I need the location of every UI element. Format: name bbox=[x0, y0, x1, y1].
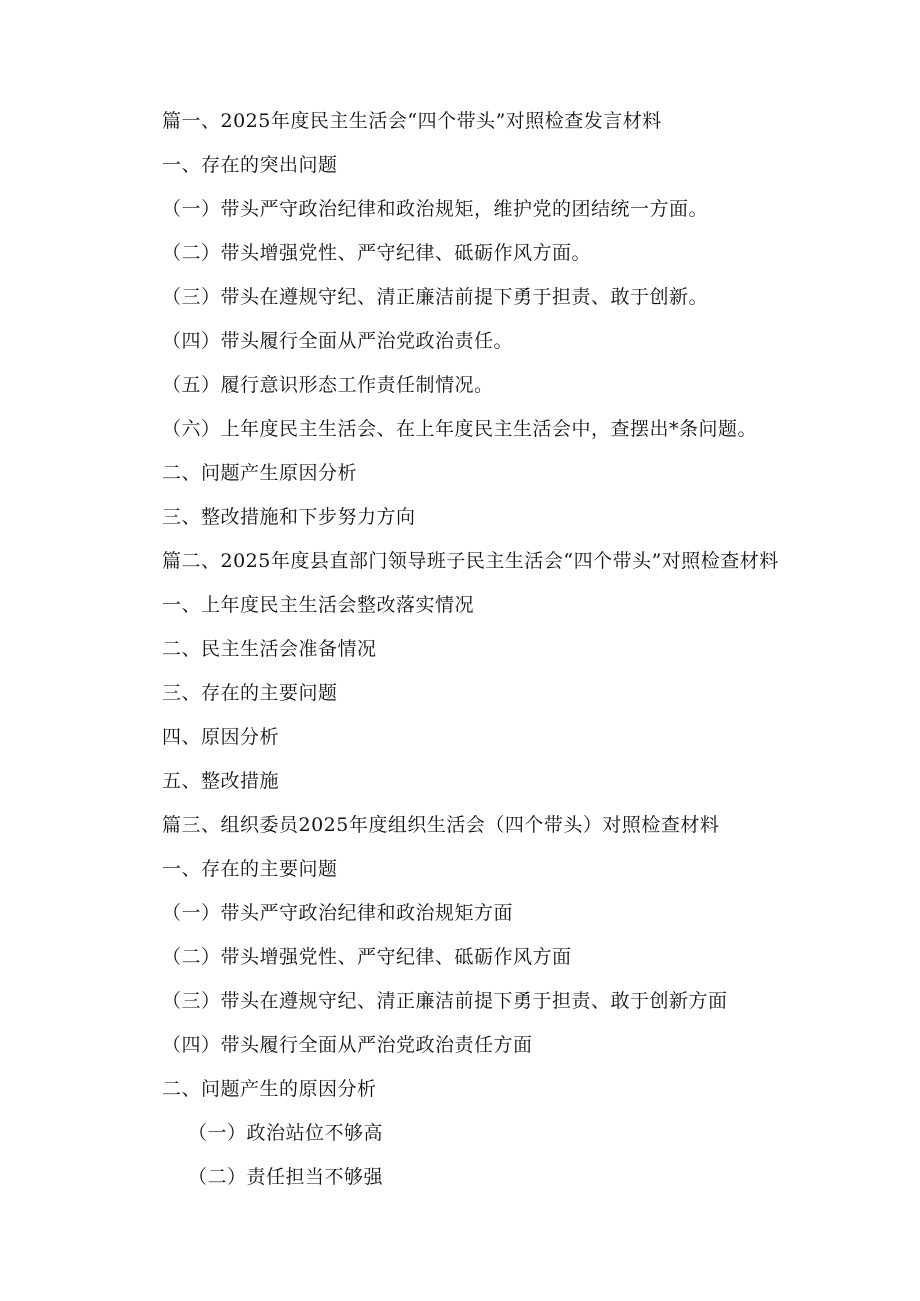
part1-section-2-heading: 二、问题产生原因分析 bbox=[162, 462, 358, 484]
part1-section-3-heading: 三、整改措施和下步努力方向 bbox=[162, 506, 416, 528]
part1-subsection-3: （三）带头在遵规守纪、清正廉洁前提下勇于担责、敢于创新。 bbox=[162, 286, 709, 308]
part3-cause-2: （二）责任担当不够强 bbox=[188, 1166, 384, 1188]
part3-subsection-2: （二）带头增强党性、严守纪律、砥砺作风方面 bbox=[162, 946, 572, 968]
part3-subsection-1: （一）带头严守政治纪律和政治规矩方面 bbox=[162, 902, 514, 924]
part3-title: 篇三、组织委员2025年度组织生活会（四个带头）对照检查材料 bbox=[162, 814, 720, 836]
part1-subsection-6: （六）上年度民主生活会、在上年度民主生活会中，查摆出*条问题。 bbox=[162, 418, 758, 440]
part3-section-2-heading: 二、问题产生的原因分析 bbox=[162, 1078, 377, 1100]
part1-subsection-2: （二）带头增强党性、严守纪律、砥砺作风方面。 bbox=[162, 242, 592, 264]
part1-subsection-4: （四）带头履行全面从严治党政治责任。 bbox=[162, 330, 514, 352]
part3-subsection-4: （四）带头履行全面从严治党政治责任方面 bbox=[162, 1034, 533, 1056]
part2-section-2-heading: 二、民主生活会准备情况 bbox=[162, 638, 377, 660]
part2-section-4-heading: 四、原因分析 bbox=[162, 726, 280, 748]
part3-section-1-heading: 一、存在的主要问题 bbox=[162, 858, 338, 880]
part2-title: 篇二、2025年度县直部门领导班子民主生活会“四个带头”对照检查材料 bbox=[162, 550, 779, 572]
part3-cause-1: （一）政治站位不够高 bbox=[188, 1122, 384, 1144]
part2-section-1-heading: 一、上年度民主生活会整改落实情况 bbox=[162, 594, 475, 616]
part1-title: 篇一、2025年度民主生活会“四个带头”对照检查发言材料 bbox=[162, 110, 662, 132]
part1-section-1-heading: 一、存在的突出问题 bbox=[162, 154, 338, 176]
part2-section-3-heading: 三、存在的主要问题 bbox=[162, 682, 338, 704]
part3-subsection-3: （三）带头在遵规守纪、清正廉洁前提下勇于担责、敢于创新方面 bbox=[162, 990, 728, 1012]
part1-subsection-5: （五）履行意识形态工作责任制情况。 bbox=[162, 374, 494, 396]
part1-subsection-1: （一）带头严守政治纪律和政治规矩，维护党的团结统一方面。 bbox=[162, 198, 709, 220]
part2-section-5-heading: 五、整改措施 bbox=[162, 770, 280, 792]
